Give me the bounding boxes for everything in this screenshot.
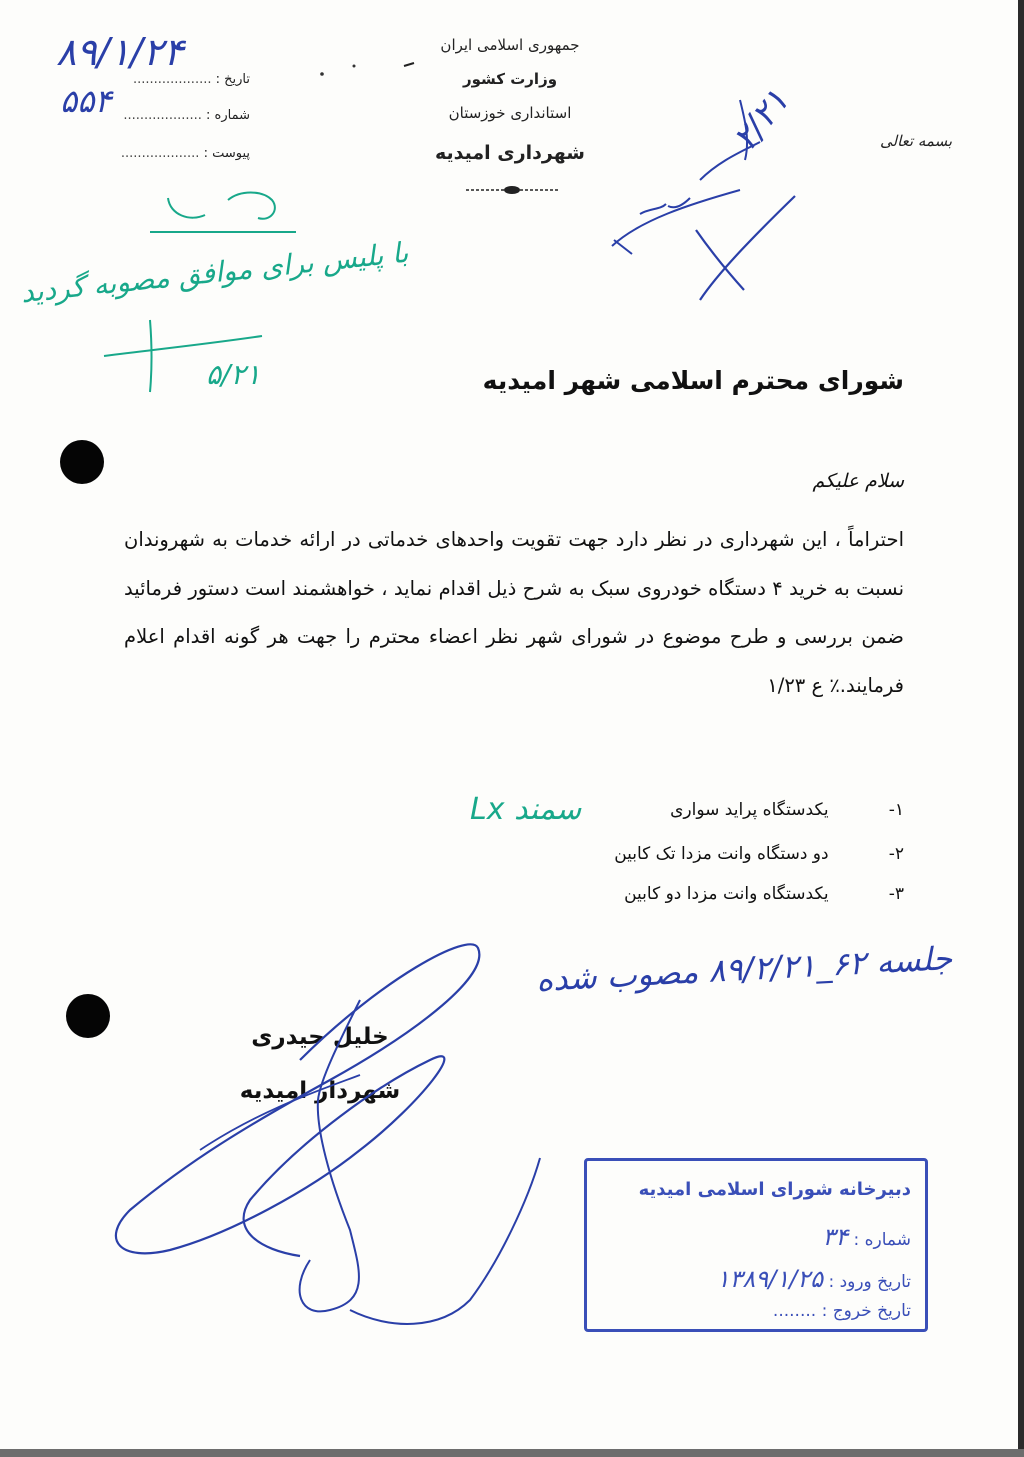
addressee-heading: شورای محترم اسلامی شهر امیدیه — [482, 366, 904, 395]
list-item-number: ۱- — [888, 800, 904, 820]
list-item-text: یکدستگاه وانت مزدا دو کابین — [624, 884, 829, 904]
list-item-text: یکدستگاه پراید سواری — [670, 800, 829, 820]
secretariat-stamp — [584, 1158, 928, 1332]
stamp-number-label: شماره : — [853, 1230, 911, 1250]
letterhead-ministry: وزارت کشور — [462, 70, 558, 88]
letterhead-country: جمهوری اسلامی ایران — [440, 36, 580, 54]
approval-handwritten-note: جلسه ۶۲_۸۹/۲/۲۱ مصوب شده — [535, 939, 954, 999]
date-label: تاریخ : — [215, 72, 250, 87]
letterhead-province: استانداری خوزستان — [448, 104, 572, 122]
number-label: شماره : — [206, 108, 250, 123]
stamp-number-value: ۳۴ — [822, 1223, 849, 1251]
green-handwritten-date: ۵/۲۱ — [206, 358, 261, 391]
attachment-dots: ................... — [120, 146, 200, 161]
list-item-number: ۳- — [888, 884, 904, 904]
signer-name: خلیل حیدری — [251, 1024, 389, 1050]
signer-title: شهردار امیدیه — [239, 1078, 401, 1104]
stamp-exit-row — [773, 1301, 911, 1321]
letter-body: احتراماً ، این شهرداری در نظر دارد جهت تقویت واحدهای خدماتی در ارائه خدمات به شهروندان نسبت به خرید ۴ دستگاه خودروی سبک به شرح ذیل اقدام نماید ، خواهشمند است دستور فرمائید ضمن بررسی و طرح موضوع در شورای شهر نظر اعضاء محترم را جهت هر گونه اقدام اعلام فرمایند.٪ ع ۱/۲۳ — [124, 528, 904, 697]
top-right-handwritten-date: ۲/۲۱ — [724, 81, 798, 159]
salutation: سلام علیکم — [812, 470, 904, 492]
stamp-number-row — [822, 1223, 911, 1251]
letterhead-municipality: شهرداری امیدیه — [435, 142, 585, 164]
attachment-label: پیوست : — [203, 146, 250, 161]
stamp-entry-value: ۱۳۸۹/۱/۲۵ — [716, 1265, 824, 1293]
stamp-exit-label: تاریخ خروج : — [821, 1301, 911, 1321]
handwritten-date: ۸۹/۱/۲۴ — [56, 30, 184, 74]
item-handwritten-annotation: Lx سمند — [470, 792, 582, 827]
stamp-exit-value: ........ — [772, 1301, 817, 1321]
date-dots: ................... — [132, 72, 212, 87]
number-dots: ................... — [123, 108, 202, 123]
stamp-title: دبیرخانه شورای اسلامی امیدیه — [638, 1179, 911, 1200]
list-item-text: دو دستگاه وانت مزدا تک کابین — [614, 844, 829, 864]
invocation-text: بسمه تعالی — [880, 132, 953, 150]
handwritten-number: ۵۵۴ — [60, 82, 112, 120]
stamp-entry-row — [717, 1265, 911, 1293]
stamp-entry-label: تاریخ ورود : — [828, 1272, 911, 1292]
list-item-number: ۲- — [888, 844, 904, 864]
green-handwritten-note: با پلیس برای موافق مصوبه گردید — [19, 235, 410, 310]
